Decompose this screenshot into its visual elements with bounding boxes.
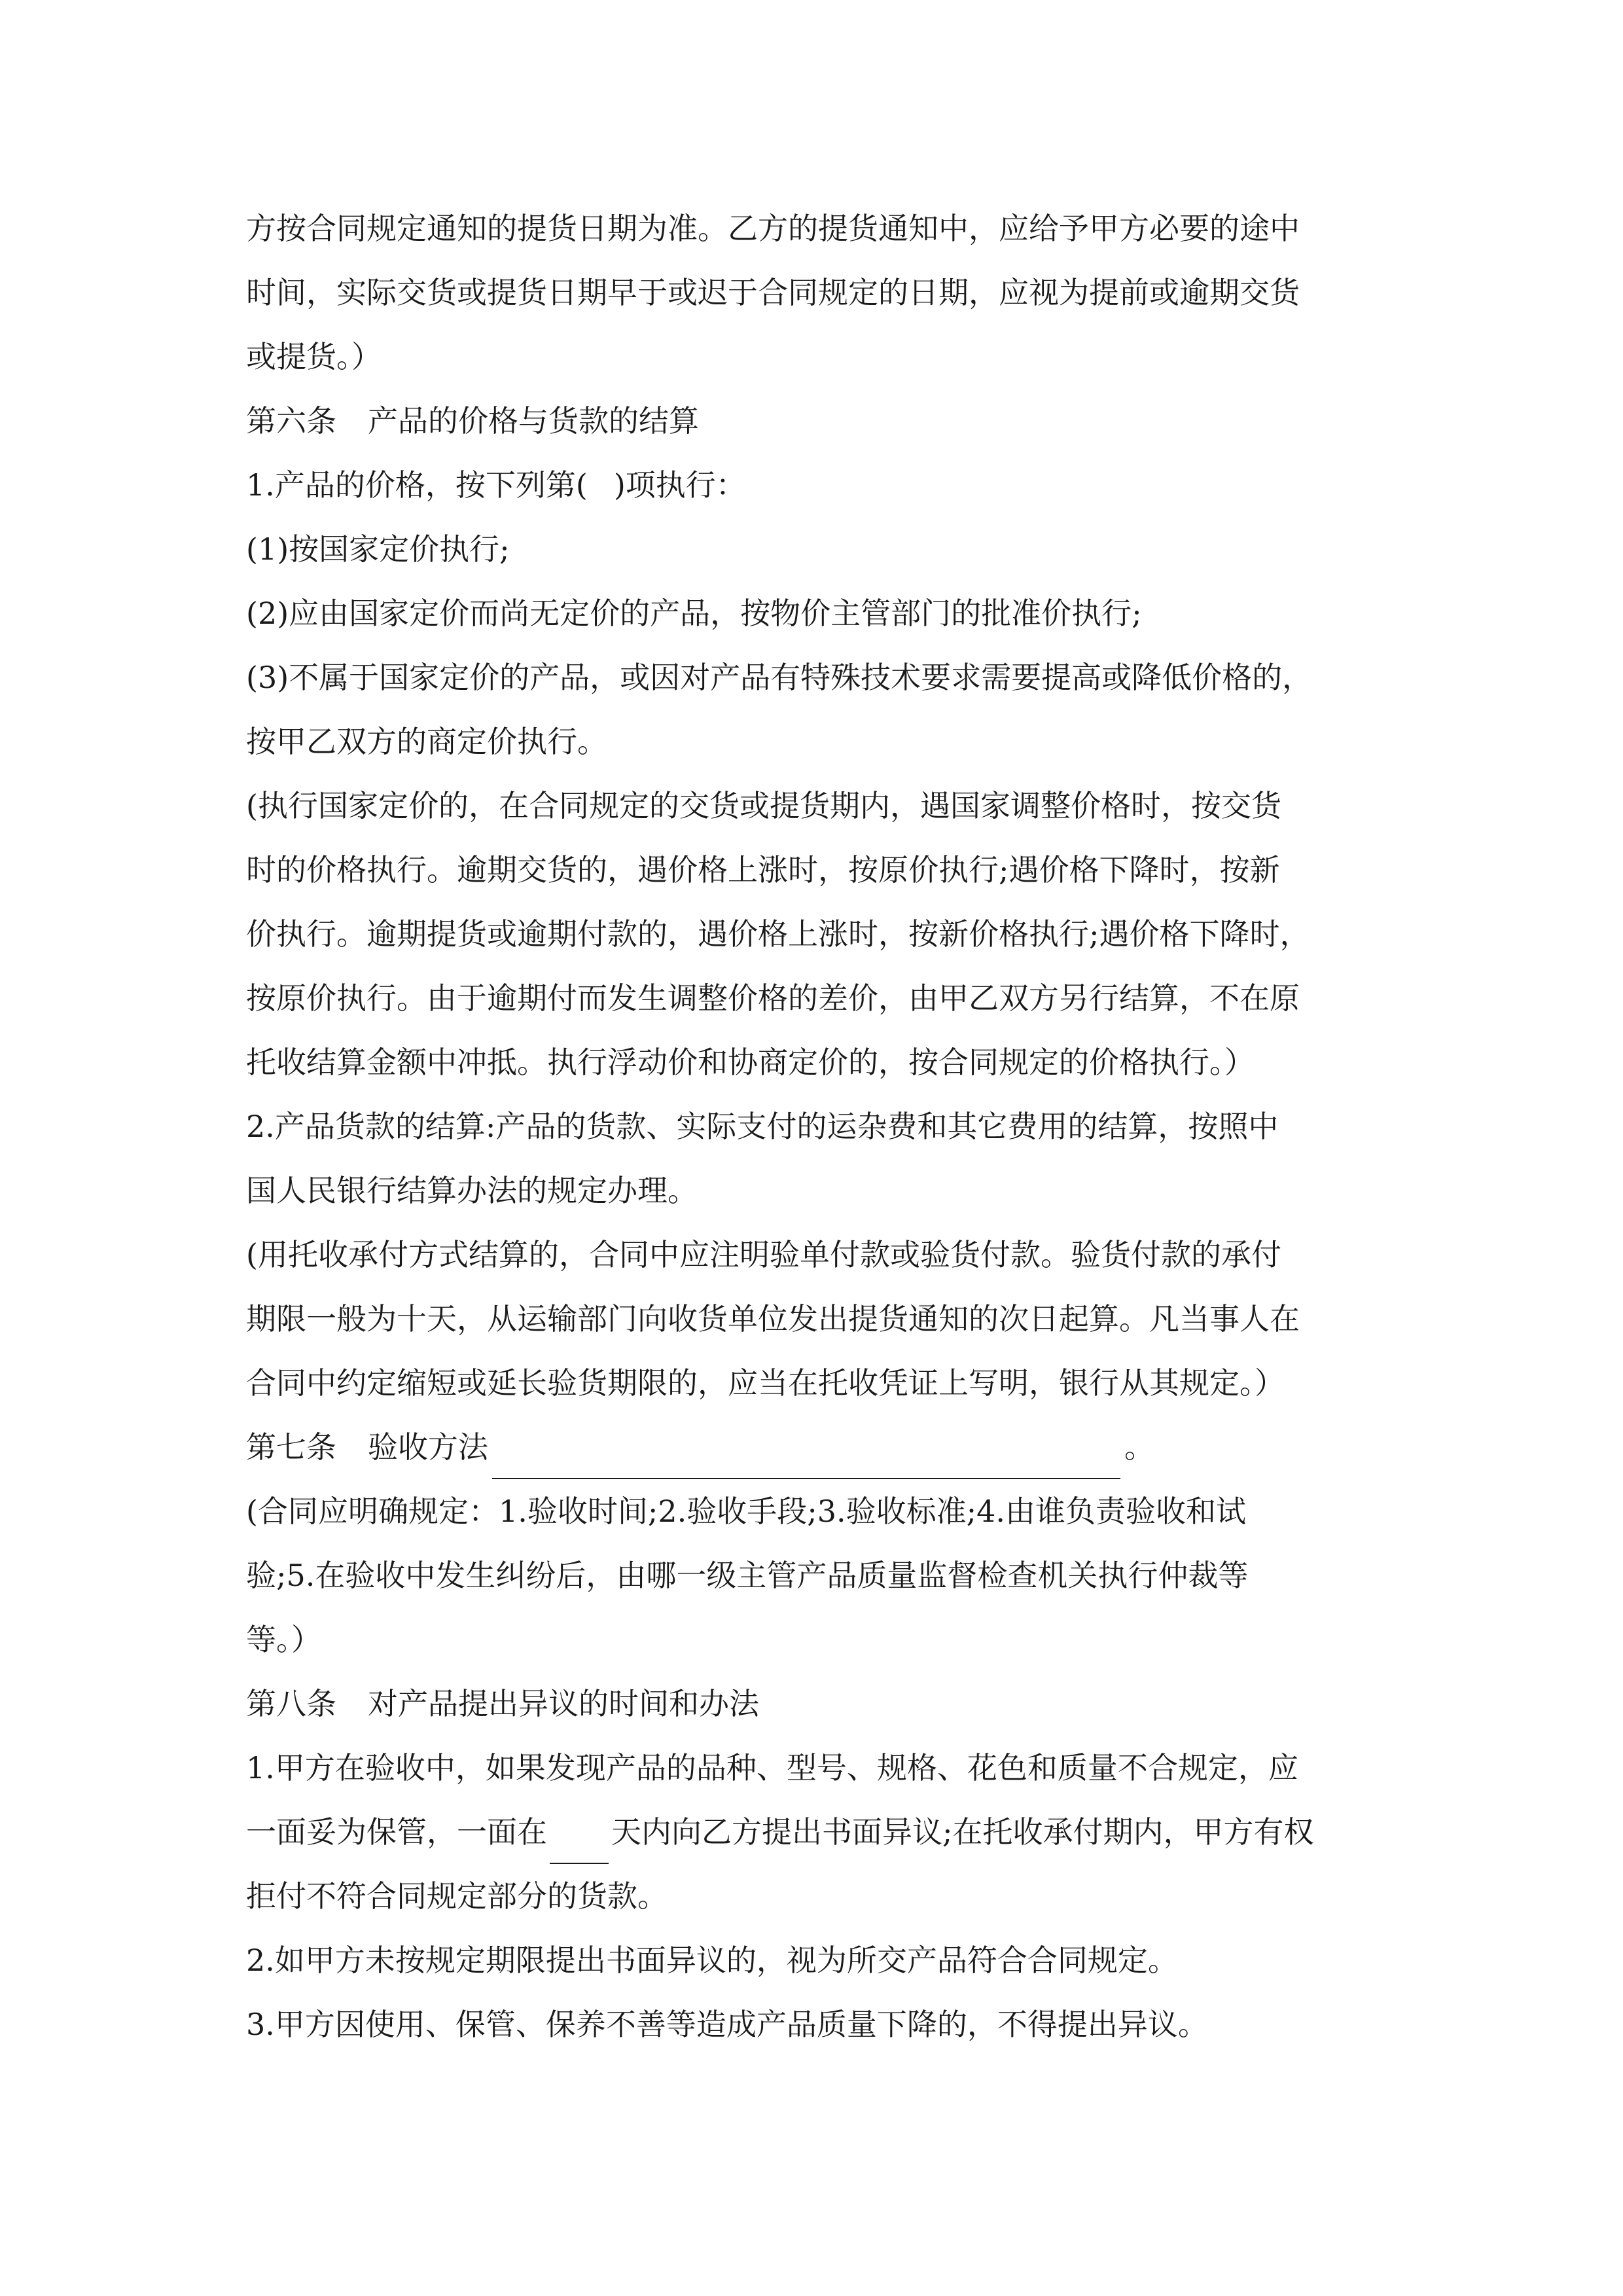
article-6-sub-1: (1)按国家定价执行; [246, 531, 510, 567]
article-6-title: 产品的价格与货款的结算 [368, 403, 699, 439]
article-6-heading [246, 389, 1374, 453]
article-7-end: 。 [1124, 1429, 1154, 1465]
text-line: 方按合同规定通知的提货日期为准。乙方的提货通知中，应给予甲方必要的途中 [246, 211, 1300, 246]
article-8-item-1: 1.甲方在验收中，如果发现产品的品种、型号、规格、花色和质量不合规定，应 [246, 1750, 1298, 1785]
article-7-note: (合同应明确规定：1.验收时间;2.验收手段;3.验收标准;4.由谁负责验收和试 [246, 1494, 1246, 1529]
article-6-label: 第六条 [246, 403, 336, 439]
inspection-method-blank[interactable] [492, 1439, 1120, 1479]
article-8-item-3: 3.甲方因使用、保管、保养不善等造成产品质量下降的，不得提出异议。 [246, 2007, 1208, 2042]
article-6-sub-3: 按甲乙双方的商定价执行。 [246, 724, 607, 759]
article-8-item-1: 拒付不符合同规定部分的货款。 [246, 1878, 668, 1914]
article-7-title: 验收方法 [368, 1429, 488, 1465]
article-6-note-2: 合同中约定缩短或延长验货期限的，应当在托收凭证上写明，银行从其规定。） [246, 1365, 1285, 1401]
article-6-sub-3: (3)不属于国家定价的产品，或因对产品有特殊技术要求需要提高或降低价格的， [246, 660, 1313, 695]
article-8-item-1 [246, 1800, 1374, 1864]
article-6-note-1: 价执行。逾期提货或逾期付款的，遇价格上涨时，按新价格执行;遇价格下降时， [246, 916, 1310, 952]
article-6-note-2: 期限一般为十天，从运输部门向收货单位发出提货通知的次日起算。凡当事人在 [246, 1301, 1300, 1336]
article-6-note-1: 按原价执行。由于逾期付而发生调整价格的差价，由甲乙双方另行结算，不在原 [246, 980, 1300, 1016]
text-line: 或提货。） [246, 339, 382, 374]
item-1-line-2-prefix: 一面妥为保管，一面在 [246, 1814, 547, 1850]
article-7-label: 第七条 [246, 1429, 336, 1465]
article-6-item-1 [246, 453, 1374, 517]
article-7-heading [246, 1415, 1374, 1479]
text-line: 时间，实际交货或提货日期早于或迟于合同规定的日期，应视为提前或逾期交货 [246, 275, 1300, 310]
item-1-suffix: )项执行： [613, 467, 746, 503]
article-8-item-2: 2.如甲方未按规定期限提出书面异议的，视为所交产品符合合同规定。 [246, 1943, 1178, 1978]
article-6-note-1: (执行国家定价的，在合同规定的交货或提货期内，遇国家调整价格时，按交货 [246, 788, 1281, 823]
document-body [246, 196, 1374, 2056]
article-6-item-2: 国人民银行结算办法的规定办理。 [246, 1173, 698, 1208]
article-6-item-2: 2.产品货款的结算:产品的货款、实际支付的运杂费和其它费用的结算，按照中 [246, 1109, 1279, 1144]
item-1-line-2-suffix: 天内向乙方提出书面异议;在托收承付期内，甲方有权 [611, 1814, 1314, 1850]
item-1-prefix: 1.产品的价格，按下列第( [246, 467, 588, 503]
article-6-note-1: 时的价格执行。逾期交货的，遇价格上涨时，按原价执行;遇价格下降时，按新 [246, 852, 1280, 888]
article-8-label: 第八条 [246, 1686, 336, 1721]
article-6-sub-2: (2)应由国家定价而尚无定价的产品，按物价主管部门的批准价执行; [246, 596, 1142, 631]
article-6-note-1: 托收结算金额中冲抵。执行浮动价和协商定价的，按合同规定的价格执行。） [246, 1045, 1255, 1080]
article-7-note: 等。） [246, 1622, 321, 1657]
article-7-note: 验;5.在验收中发生纠纷后，由哪一级主管产品质量监督检查机关执行仲裁等 [246, 1558, 1249, 1593]
article-8-title: 对产品提出异议的时间和办法 [368, 1686, 759, 1721]
article-6-note-2: (用托收承付方式结算的，合同中应注明验单付款或验货付款。验货付款的承付 [246, 1237, 1281, 1272]
article-8-heading [246, 1672, 1374, 1736]
days-blank[interactable] [550, 1823, 609, 1864]
